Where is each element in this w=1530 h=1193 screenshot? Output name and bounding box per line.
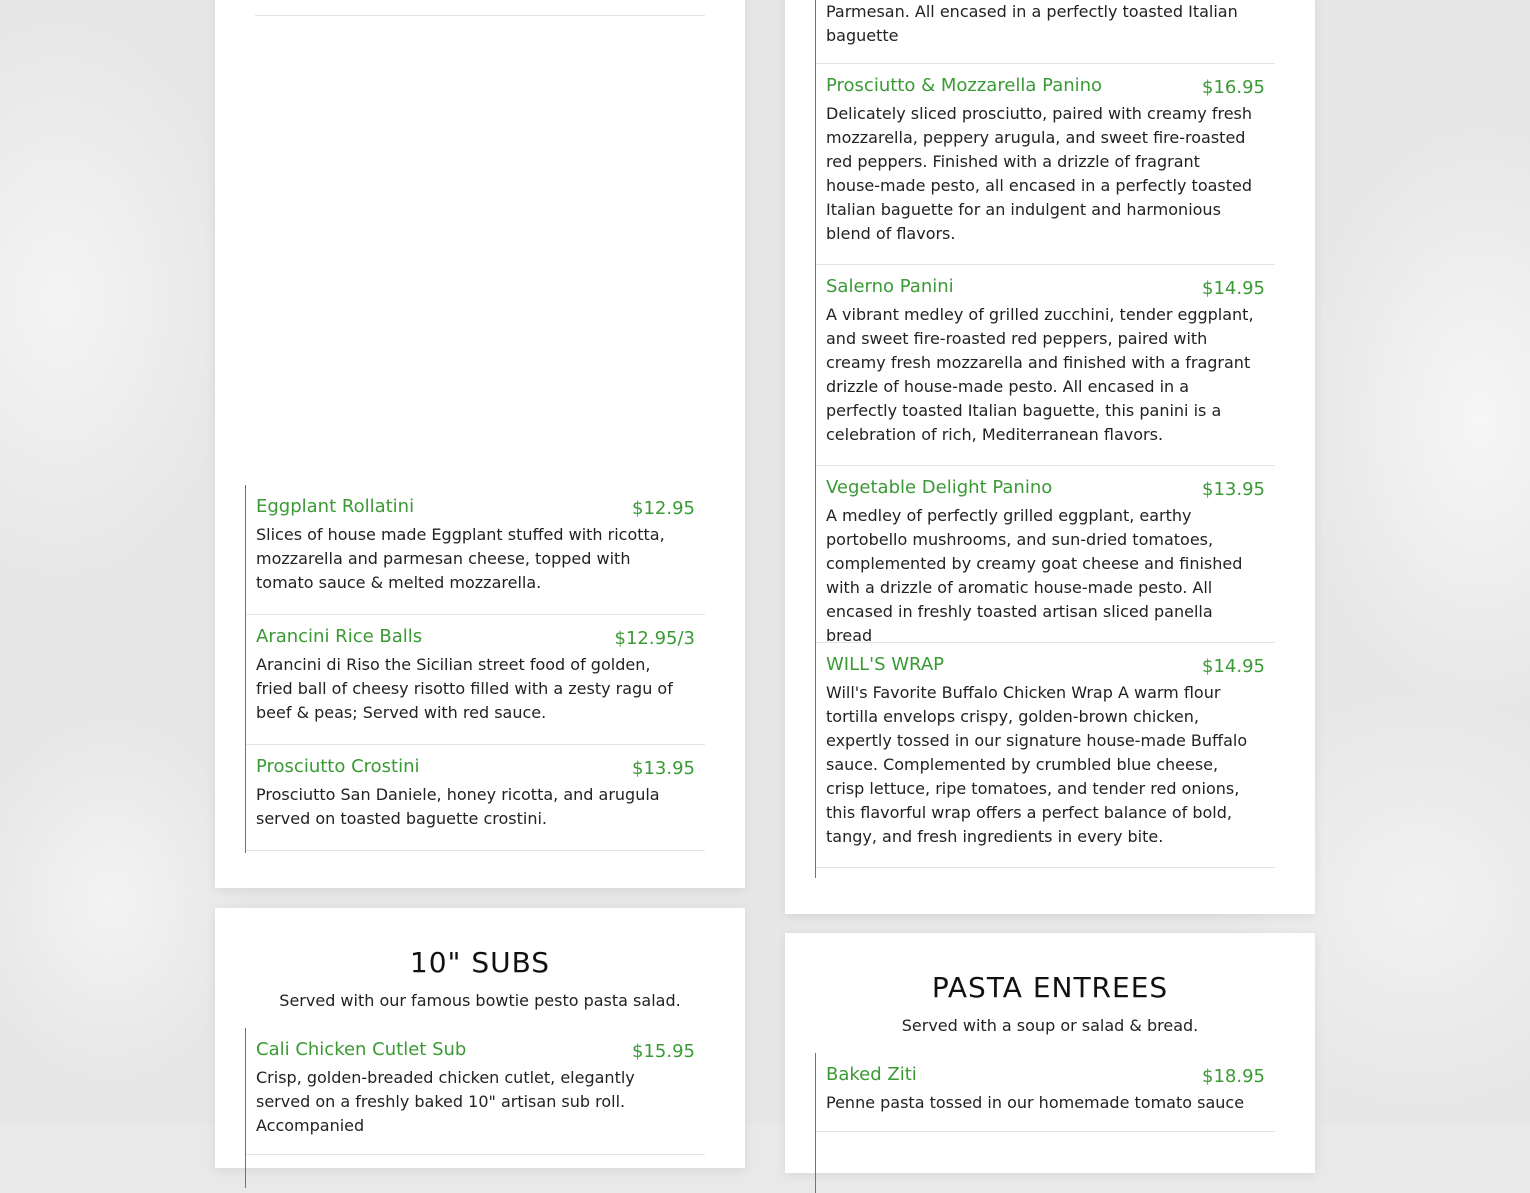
section-subtitle: Served with our famous bowtie pesto pasta salad. — [279, 991, 681, 1010]
menu-item — [816, 0, 1275, 64]
appetizers-list — [245, 485, 705, 853]
item-price: $16.95 — [1202, 77, 1265, 98]
section-title: 10" SUBS — [409, 946, 551, 979]
item-name: Salerno Panini — [826, 276, 954, 297]
item-description: Parmesan. All encased in a perfectly toasted Italian baguette — [826, 2, 1238, 45]
divider — [255, 15, 705, 16]
subs-card — [215, 908, 745, 1168]
item-description: Prosciutto San Daniele, honey ricotta, and arugula served on toasted baguette crostini. — [256, 785, 660, 828]
item-price: $18.95 — [1202, 1066, 1265, 1087]
menu-item — [246, 615, 705, 745]
item-price: $13.95 — [1202, 479, 1265, 500]
item-description: Slices of house made Eggplant stuffed with ricotta, mozzarella and parmesan cheese, topped with tomato sauce & melted mozzarella. — [256, 525, 665, 592]
menu-item — [816, 643, 1275, 868]
menu-item — [816, 265, 1275, 466]
item-name: Arancini Rice Balls — [256, 626, 423, 647]
section-title: PASTA ENTREES — [931, 971, 1169, 1004]
menu-item — [246, 745, 705, 851]
item-price: $13.95 — [632, 758, 695, 779]
item-description: Will's Favorite Buffalo Chicken Wrap A warm flour tortilla envelops crispy, golden-brown chicken, expertly tossed in our signature house-made Buffalo sauce. Complemented by crumbled blue cheese, crisp lettuce, ripe tomatoes, and tender red onions, this flavorful wrap offers a perfect balance of bold, tangy, and fresh ingredients in every bite. — [826, 683, 1248, 846]
item-description: Delicately sliced prosciutto, paired with creamy fresh mozzarella, peppery arugula, and sweet fire-roasted red peppers. Finished with a drizzle of fragrant house-made pesto, all encased in a perfectly toasted Italian baguette for an indulgent and harmonious blend of flavors. — [826, 104, 1253, 243]
item-description: A medley of perfectly grilled eggplant, earthy portobello mushrooms, and sun-dried tomatoes, complemented by creamy goat cheese and finished with a drizzle of aromatic house-made pesto. All encased in freshly toasted artisan sliced panella bread — [826, 506, 1243, 645]
item-description: A vibrant medley of grilled zucchini, tender eggplant, and sweet fire-roasted red peppers, paired with creamy fresh mozzarella and finished with a fragrant drizzle of house-made pesto. All encased in a perfectly toasted Italian baguette, this panini is a celebration of rich, Mediterranean flavors. — [826, 305, 1254, 444]
pasta-list — [815, 1053, 1275, 1193]
item-name: Cali Chicken Cutlet Sub — [256, 1039, 467, 1060]
item-price: $15.95 — [632, 1041, 695, 1062]
item-description: Arancini di Riso the Sicilian street food of golden, fried ball of cheesy risotto filled with a zesty ragu of beef & peas; Served with red sauce. — [256, 655, 673, 722]
item-name: Eggplant Rollatini — [256, 496, 415, 517]
item-name: Baked Ziti — [826, 1064, 917, 1085]
menu-item — [246, 1028, 705, 1155]
item-name: Prosciutto Crostini — [256, 756, 420, 777]
pasta-card — [785, 933, 1315, 1173]
panini-list — [815, 0, 1275, 878]
menu-item — [816, 64, 1275, 265]
item-price: $12.95/3 — [614, 628, 695, 649]
menu-item — [816, 466, 1275, 643]
menu-item — [816, 1053, 1275, 1132]
item-name: Prosciutto & Mozzarella Panino — [826, 75, 1103, 96]
item-price: $12.95 — [632, 498, 695, 519]
appetizers-card — [215, 0, 745, 888]
item-description: Crisp, golden-breaded chicken cutlet, elegantly served on a freshly baked 10" artisan sub roll. Accompanied — [256, 1068, 635, 1135]
item-price: $14.95 — [1202, 278, 1265, 299]
section-subtitle: Served with a soup or salad & bread. — [901, 1016, 1199, 1035]
menu-item — [246, 485, 705, 615]
panini-card — [785, 0, 1315, 914]
subs-list — [245, 1028, 705, 1188]
item-name: WILL'S WRAP — [826, 654, 945, 675]
item-price: $14.95 — [1202, 656, 1265, 677]
item-name: Vegetable Delight Panino — [826, 477, 1053, 498]
item-description: Penne pasta tossed in our homemade tomato sauce — [826, 1093, 1245, 1112]
